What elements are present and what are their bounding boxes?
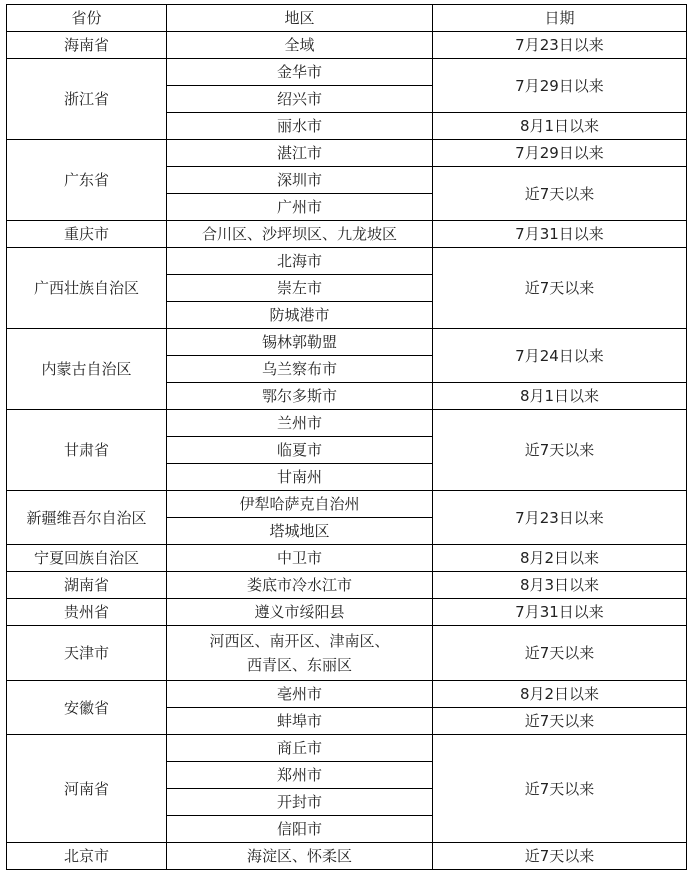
table-row bbox=[7, 599, 687, 626]
province-cell: 浙江省 bbox=[7, 59, 167, 140]
region-cell: 绍兴市 bbox=[167, 86, 433, 113]
region-cell: 崇左市 bbox=[167, 275, 433, 302]
table-row bbox=[7, 545, 687, 572]
table-row bbox=[7, 221, 687, 248]
table-row bbox=[7, 248, 687, 275]
province-cell: 广西壮族自治区 bbox=[7, 248, 167, 329]
table-row bbox=[7, 735, 687, 762]
region-cell: 甘南州 bbox=[167, 464, 433, 491]
date-cell: 7月23日以来 bbox=[433, 491, 687, 545]
region-cell: 北海市 bbox=[167, 248, 433, 275]
province-cell: 内蒙古自治区 bbox=[7, 329, 167, 410]
region-cell: 塔城地区 bbox=[167, 518, 433, 545]
table-row bbox=[7, 329, 687, 356]
table-row bbox=[7, 626, 687, 681]
region-cell: 开封市 bbox=[167, 789, 433, 816]
region-cell: 全域 bbox=[167, 32, 433, 59]
date-cell: 7月31日以来 bbox=[433, 221, 687, 248]
date-cell: 8月3日以来 bbox=[433, 572, 687, 599]
region-cell: 乌兰察布市 bbox=[167, 356, 433, 383]
province-cell: 贵州省 bbox=[7, 599, 167, 626]
region-cell: 中卫市 bbox=[167, 545, 433, 572]
region-cell: 遵义市绥阳县 bbox=[167, 599, 433, 626]
table-row bbox=[7, 572, 687, 599]
table-row bbox=[7, 491, 687, 518]
date-cell: 近7天以来 bbox=[433, 735, 687, 843]
region-cell: 锡林郭勒盟 bbox=[167, 329, 433, 356]
table-row bbox=[7, 410, 687, 437]
region-cell: 蚌埠市 bbox=[167, 708, 433, 735]
region-cell: 湛江市 bbox=[167, 140, 433, 167]
province-cell: 重庆市 bbox=[7, 221, 167, 248]
date-cell: 近7天以来 bbox=[433, 626, 687, 681]
header-date: 日期 bbox=[433, 5, 687, 32]
header-region: 地区 bbox=[167, 5, 433, 32]
region-cell: 丽水市 bbox=[167, 113, 433, 140]
date-cell: 7月29日以来 bbox=[433, 140, 687, 167]
date-cell: 7月31日以来 bbox=[433, 599, 687, 626]
date-cell: 8月2日以来 bbox=[433, 681, 687, 708]
region-cell: 亳州市 bbox=[167, 681, 433, 708]
region-cell: 合川区、沙坪坝区、九龙坡区 bbox=[167, 221, 433, 248]
region-cell: 鄂尔多斯市 bbox=[167, 383, 433, 410]
date-cell: 7月29日以来 bbox=[433, 59, 687, 113]
date-cell: 近7天以来 bbox=[433, 708, 687, 735]
province-cell: 天津市 bbox=[7, 626, 167, 681]
table-header-row bbox=[7, 5, 687, 32]
date-cell: 近7天以来 bbox=[433, 167, 687, 221]
region-cell: 海淀区、怀柔区 bbox=[167, 843, 433, 870]
date-cell: 8月2日以来 bbox=[433, 545, 687, 572]
region-cell: 深圳市 bbox=[167, 167, 433, 194]
province-cell: 新疆维吾尔自治区 bbox=[7, 491, 167, 545]
region-cell: 商丘市 bbox=[167, 735, 433, 762]
date-cell: 8月1日以来 bbox=[433, 383, 687, 410]
province-cell: 甘肃省 bbox=[7, 410, 167, 491]
region-cell: 防城港市 bbox=[167, 302, 433, 329]
region-cell: 金华市 bbox=[167, 59, 433, 86]
date-cell: 近7天以来 bbox=[433, 843, 687, 870]
province-cell: 广东省 bbox=[7, 140, 167, 221]
province-cell: 湖南省 bbox=[7, 572, 167, 599]
region-cell: 伊犁哈萨克自治州 bbox=[167, 491, 433, 518]
region-cell: 临夏市 bbox=[167, 437, 433, 464]
region-cell bbox=[167, 626, 433, 681]
date-cell: 近7天以来 bbox=[433, 410, 687, 491]
risk-area-table bbox=[6, 4, 687, 870]
province-cell: 安徽省 bbox=[7, 681, 167, 735]
region-cell: 广州市 bbox=[167, 194, 433, 221]
region-line: 河西区、南开区、津南区、 bbox=[209, 632, 390, 650]
date-cell: 近7天以来 bbox=[433, 248, 687, 329]
table-row bbox=[7, 843, 687, 870]
table-row bbox=[7, 59, 687, 86]
table-row bbox=[7, 140, 687, 167]
date-cell: 7月23日以来 bbox=[433, 32, 687, 59]
province-cell: 北京市 bbox=[7, 843, 167, 870]
region-line: 西青区、东丽区 bbox=[246, 656, 352, 674]
table-row bbox=[7, 681, 687, 708]
region-cell: 娄底市冷水江市 bbox=[167, 572, 433, 599]
region-cell: 信阳市 bbox=[167, 816, 433, 843]
date-cell: 8月1日以来 bbox=[433, 113, 687, 140]
province-cell: 宁夏回族自治区 bbox=[7, 545, 167, 572]
province-cell: 海南省 bbox=[7, 32, 167, 59]
table-row bbox=[7, 32, 687, 59]
date-cell: 7月24日以来 bbox=[433, 329, 687, 383]
province-cell: 河南省 bbox=[7, 735, 167, 843]
region-cell: 兰州市 bbox=[167, 410, 433, 437]
header-province: 省份 bbox=[7, 5, 167, 32]
region-cell: 郑州市 bbox=[167, 762, 433, 789]
